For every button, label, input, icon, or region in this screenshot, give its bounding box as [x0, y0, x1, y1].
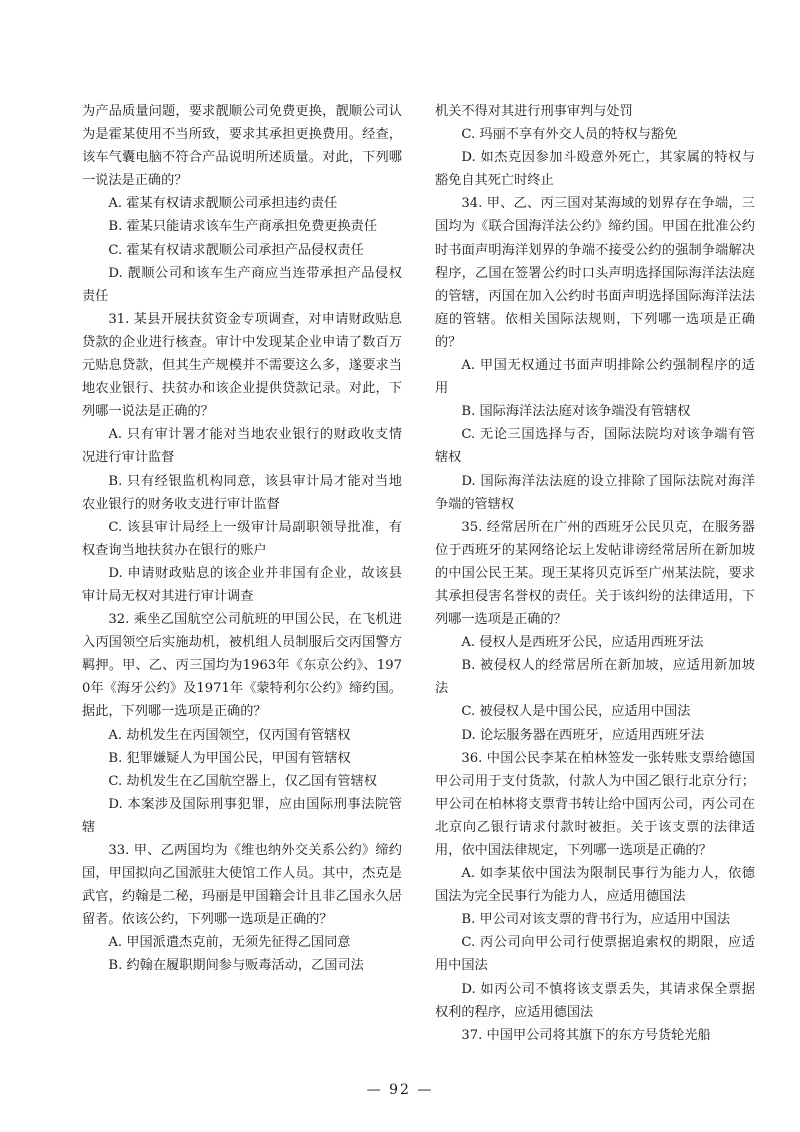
answer-option: D. 国际海洋法法庭的设立排除了国际法院对海洋争端的管辖权	[435, 473, 755, 512]
question-stem: 32. 乘坐乙国航空公司航班的甲国公民，在飞机进入丙国领空后实施劫机，被机组人员制服后交丙国警方羁押。甲、乙、丙三国均为1963年《东京公约》、1970年《海牙公约》及1971年《蒙特利尔公约》缔约国。据此，下列哪一选项是正确的？	[82, 612, 402, 720]
answer-option: B. 只有经银监机构同意，该县审计局才能对当地农业银行的财务收支进行审计监督	[82, 473, 402, 512]
answer-option: A. 只有审计署才能对当地农业银行的财政收支情况进行审计监督	[82, 427, 402, 466]
question-stem: 34. 甲、乙、丙三国对某海域的划界存在争端，三国均为《联合国海洋法公约》缔约国。甲国在批准公约时书面声明海洋划界的争端不接受公约的强制争端解决程序，乙国在签署公约时口头声明选择国际海洋法法庭的管辖，丙国在加入公约时书面声明选择国际海洋法法庭的管辖。依相关国际法规则，下列哪一选项是正确的？	[435, 196, 755, 350]
right-column	[435, 100, 755, 1047]
answer-option: C. 劫机发生在乙国航空器上，仅乙国有管辖权	[108, 773, 377, 789]
paragraph-continuation: 为产品质量问题，要求靓顺公司免费更换，靓顺公司认为是霍某使用不当所致，要求其承担更换费用。经查，该车气囊电脑不符合产品说明所述质量。对此，下列哪一说法是正确的？	[82, 104, 402, 189]
answer-option: C. 玛丽不享有外交人员的特权与豁免	[461, 127, 678, 143]
answer-option: C. 该县审计局经上一级审计局副职领导批准，有权查询当地扶贫办在银行的账户	[82, 519, 402, 558]
answer-option: A. 侵权人是西班牙公民，应适用西班牙法	[461, 635, 704, 651]
answer-option: A. 如李某依中国法为限制民事行为能力人，依德国法为完全民事行为能力人，应适用德国法	[435, 866, 755, 905]
answer-option: A. 霍某有权请求靓顺公司承担违约责任	[108, 196, 338, 212]
answer-option: B. 国际海洋法法庭对该争端没有管辖权	[461, 404, 691, 420]
question-stem: 31. 某县开展扶贫资金专项调查，对申请财政贴息贷款的企业进行核查。审计中发现某企业申请了数百万元贴息贷款，但其生产规模并不需要这么多，遂要求当地农业银行、扶贫办和该企业提供贷款记录。对此，下列哪一说法是正确的？	[82, 311, 402, 420]
answer-option: A. 甲国无权通过书面声明排除公约强制程序的适用	[435, 358, 755, 397]
question-stem: 36. 中国公民李某在柏林签发一张转账支票给德国甲公司用于支付货款，付款人为中国乙银行北京分行；甲公司在柏林将支票背书转让给中国丙公司，丙公司在北京向乙银行请求付款时被拒。关于该支票的法律适用，依中国法律规定，下列哪一选项是正确的？	[435, 750, 755, 858]
answer-option: D. 如杰克因参加斗殴意外死亡，其家属的特权与豁免自其死亡时终止	[435, 150, 755, 189]
answer-option: A. 甲国派遣杰克前，无须先征得乙国同意	[108, 935, 351, 951]
answer-option: C. 被侵权人是中国公民，应适用中国法	[461, 704, 691, 720]
question-stem: 37. 中国甲公司将其旗下的东方号货轮光船	[461, 1027, 711, 1043]
answer-option: B. 犯罪嫌疑人为甲国公民，甲国有管辖权	[108, 750, 351, 766]
answer-option: B. 甲公司对该支票的背书行为，应适用中国法	[461, 912, 731, 928]
answer-option: C. 无论三国选择与否，国际法院均对该争端有管辖权	[435, 427, 755, 466]
answer-option: B. 被侵权人的经常居所在新加坡，应适用新加坡法	[435, 658, 755, 697]
answer-option: D. 申请财政贴息的该企业并非国有企业，故该县审计局无权对其进行审计调查	[82, 565, 402, 604]
question-stem: 35. 经常居所在广州的西班牙公民贝克，在服务器位于西班牙的某网络论坛上发帖诽谤经常居所在新加坡的中国公民王某。现王某将贝克诉至广州某法院，要求其承担侵害名誉权的责任。关于该纠纷的法律适用，下列哪一选项是正确的？	[435, 519, 755, 628]
answer-option: A. 劫机发生在丙国领空，仅丙国有管辖权	[108, 727, 351, 743]
left-column	[82, 100, 402, 978]
page-number: — 92 —	[366, 1082, 434, 1098]
answer-option: C. 霍某有权请求靓顺公司承担产品侵权责任	[108, 242, 364, 258]
answer-option: D. 如丙公司不慎将该支票丢失，其请求保全票据权利的程序，应适用德国法	[435, 981, 755, 1020]
paragraph-continuation: 机关不得对其进行刑事审判与处罚	[435, 104, 633, 119]
question-stem: 33. 甲、乙两国均为《维也纳外交关系公约》缔约国，甲国拟向乙国派驻大使馆工作人员。其中，杰克是武官，约翰是二秘，玛丽是甲国籍会计且非乙国永久居留者。依该公约，下列哪一选项是正确的？	[82, 843, 402, 928]
answer-option: B. 约翰在履职期间参与贩毒活动，乙国司法	[108, 958, 364, 974]
answer-option: D. 本案涉及国际刑事犯罪，应由国际刑事法院管辖	[82, 796, 402, 835]
answer-option: D. 靓顺公司和该车生产商应当连带承担产品侵权责任	[82, 265, 402, 304]
answer-option: C. 丙公司向甲公司行使票据追索权的期限，应适用中国法	[435, 935, 755, 974]
answer-option: D. 论坛服务器在西班牙，应适用西班牙法	[461, 727, 705, 743]
answer-option: B. 霍某只能请求该车生产商承担免费更换责任	[108, 219, 378, 235]
